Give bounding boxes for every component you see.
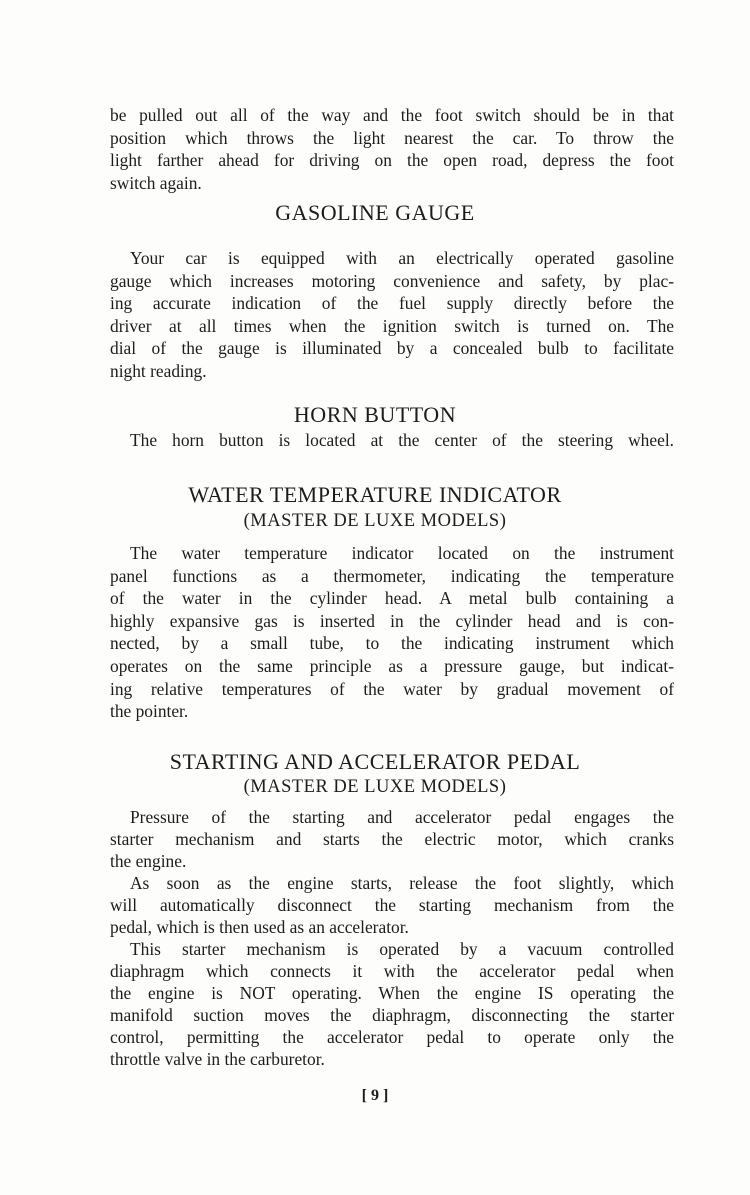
heading-starting-pedal: STARTING AND ACCELERATOR PEDAL: [169, 749, 581, 774]
paragraph-gasoline-gauge: [110, 247, 674, 383]
text-line: starter mechanism and starts the electric motor, which cranks: [110, 829, 674, 849]
heading-gasoline-gauge: GASOLINE GAUGE: [275, 200, 475, 225]
text-line: diaphragm which connects it with the accelerator pedal when: [110, 961, 674, 981]
text-line: As soon as the engine starts, release the foot slightly, which: [130, 873, 674, 893]
text-line: nected, by a small tube, to the indicating instrument which: [110, 633, 674, 654]
text-line: This starter mechanism is operated by a vacuum controlled: [130, 939, 674, 959]
text-line: light farther ahead for driving on the open road, depress the foot: [110, 150, 674, 171]
paragraph-water-temperature: [110, 542, 674, 723]
text-line: be pulled out all of the way and the foot switch should be in that: [110, 105, 674, 125]
text-line: The water temperature indicator located on the instrument: [130, 543, 674, 563]
subheading-starting-pedal: (MASTER DE LUXE MODELS): [243, 777, 507, 797]
text-line: panel functions as a thermometer, indicating the temperature: [110, 565, 674, 586]
text-line: Pressure of the starting and accelerator pedal engages the: [130, 807, 674, 827]
text-line: the engine.: [110, 851, 187, 871]
text-line: ing relative temperatures of the water by gradual movement of: [110, 678, 674, 699]
text-line: operates on the same principle as a pressure gauge, but indicat-: [110, 655, 674, 676]
text-line: dial of the gauge is illuminated by a concealed bulb to facilitate: [110, 338, 674, 359]
text-line: of the water in the cylinder head. A metal bulb containing a: [110, 588, 674, 609]
heading-horn-button: HORN BUTTON: [293, 402, 457, 427]
text-line: pedal, which is then used as an accelerator.: [110, 917, 409, 937]
text-line: switch again.: [110, 172, 202, 193]
text-line: throttle valve in the carburetor.: [110, 1049, 325, 1069]
paragraph-horn-button: [110, 429, 674, 452]
text-line: The horn button is located at the center of the steering wheel.: [130, 430, 674, 450]
text-line: Your car is equipped with an electrically operated gasoline: [130, 248, 674, 268]
text-line: highly expansive gas is inserted in the cylinder head and is con-: [110, 610, 674, 631]
text-line: control, permitting the accelerator pedal to operate only the: [110, 1027, 674, 1047]
text-line: gauge which increases motoring convenience and safety, by plac-: [110, 270, 674, 291]
paragraph-headlight-continued: [110, 104, 674, 194]
text-line: the engine is NOT operating. When the engine IS operating the: [110, 983, 674, 1003]
text-line: will automatically disconnect the starting mechanism from the: [110, 895, 674, 915]
text-line: night reading.: [110, 360, 207, 381]
heading-water-temperature: WATER TEMPERATURE INDICATOR: [188, 482, 562, 507]
page-number: [ 9 ]: [361, 1087, 389, 1104]
text-line: manifold suction moves the diaphragm, disconnecting the starter: [110, 1005, 674, 1025]
text-line: position which throws the light nearest the car. To throw the: [110, 127, 674, 148]
paragraph-starting-pedal: [110, 806, 674, 1070]
subheading-water-temperature: (MASTER DE LUXE MODELS): [243, 511, 507, 531]
text-line: the pointer.: [110, 701, 189, 722]
text-line: driver at all times when the ignition switch is turned on. The: [110, 315, 674, 336]
text-line: ing accurate indication of the fuel supply directly before the: [110, 293, 674, 314]
